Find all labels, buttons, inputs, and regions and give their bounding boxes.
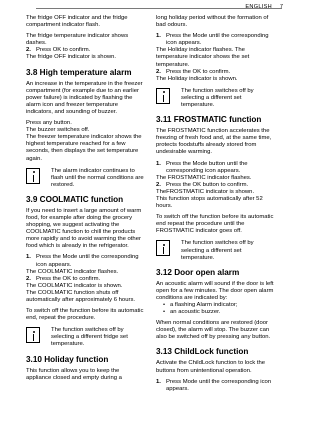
paragraph: The buzzer switches off.	[26, 127, 90, 134]
paragraph: The freezer temperature indicator shows the highest temperature reached for a few seconds, then displays the set temperature again.	[26, 134, 142, 162]
step	[156, 161, 274, 175]
note-text: The alarm indicator continues to flash until the normal conditions are restored.	[51, 167, 144, 188]
step	[156, 33, 274, 47]
info-note	[26, 327, 144, 348]
step-text: Press the Mode until the corresponding icon appears.	[36, 254, 139, 268]
section-heading: 3.11 FROSTMATIC function	[156, 115, 262, 125]
paragraph: An acoustic alarm will sound if the door is left open for a few minutes. The door open alarm conditions are indicated by:	[156, 280, 274, 301]
section-heading: 3.9 COOLMATIC function	[26, 194, 124, 204]
step-number: 1.	[156, 378, 161, 385]
step-text: Press OK to confirm.	[36, 47, 91, 54]
step-number: 1.	[156, 160, 161, 167]
info-icon	[156, 88, 170, 104]
paragraph: long holiday period without the formation of bad odours.	[156, 15, 269, 29]
paragraph: The COOLMATIC indicator flashes.	[26, 268, 119, 275]
step-number: 2.	[156, 181, 161, 188]
section-heading: 3.12 Door open alarm	[156, 267, 240, 277]
section-title: ENGLISH	[245, 4, 272, 10]
info-note	[26, 168, 144, 189]
info-note	[156, 88, 274, 109]
section-heading: 3.13 ChildLock function	[156, 347, 249, 357]
paragraph: An increase in the temperature in the freezer compartment (for example due to an earlier power failure) is indicated by flashing the alarm icon and freezer temperature indicators, and sounding of buzzer.	[26, 80, 143, 115]
step	[26, 276, 144, 283]
note-text: The function switches off by selecting a different set temperature.	[181, 240, 254, 261]
paragraph: This function allows you to keep the appliance closed and empty during a	[26, 367, 122, 381]
step	[26, 254, 144, 268]
step-text: Press the OK button to confirm.	[166, 181, 249, 188]
step-text: Press the OK to confirm.	[36, 275, 101, 282]
step-number: 1.	[26, 254, 31, 261]
right-column	[156, 15, 274, 393]
note-text: The function switches off by selecting a different fridge set temperature.	[51, 327, 128, 348]
step	[26, 47, 144, 54]
info-icon	[26, 327, 40, 343]
list-item: • a flashing Alarm indicator;	[170, 302, 274, 309]
step-text: Press Mode until the corresponding icon appears.	[166, 378, 272, 392]
step-number: 2.	[156, 68, 161, 75]
step-number: 2.	[26, 275, 31, 282]
paragraph: The fridge temperature indicator shows dashes.	[26, 33, 129, 47]
paragraph: Press any button.	[26, 120, 72, 127]
step-text: Press the Mode button until the corresponding icon appears.	[166, 160, 248, 174]
paragraph: The Holiday indicator flashes. The temperature indicator shows the set temperature.	[156, 47, 250, 68]
info-note	[156, 240, 274, 261]
step-text: Press the Mode until the corresponding icon appears.	[166, 33, 269, 47]
step-number: 2.	[26, 47, 31, 54]
section-heading: 3.10 Holiday function	[26, 354, 109, 364]
paragraph: The Holiday indicator is shown.	[156, 75, 238, 82]
paragraph: To switch off the function before its automatic end, repeat the procedure.	[26, 308, 144, 322]
step-number: 1.	[156, 33, 161, 40]
left-column	[26, 15, 144, 386]
paragraph: TheFROSTMATIC indicator is shown.	[156, 188, 255, 195]
paragraph: If you need to insert a large amount of warm food, for example after doing the grocery shopping, we suggest activating the COOLMATIC function to chill the products more rapidly and to avoid warming the other food which is already in the refrigerator.	[26, 207, 142, 250]
paragraph: When normal conditions are restored (door closed), the alarm will stop. The buzzer can also be switched off by pressing any button.	[156, 320, 271, 341]
paragraph: The fridge OFF indicator is shown.	[26, 54, 117, 61]
paragraph: Activate the ChildLock function to lock the buttons from unintentional operation.	[156, 360, 266, 374]
section-heading: 3.8 High temperature alarm	[26, 67, 132, 77]
step	[156, 379, 274, 393]
paragraph: To switch off the function before its automatic end repeat the procedure until the FROSTMATIC indicator goes off.	[156, 214, 274, 235]
page-number: 7	[279, 4, 283, 10]
paragraph: The FROSTMATIC function accelerates the freezing of fresh food and, at the same time, protects foodstuffs already stored from undesirable warming.	[156, 128, 272, 156]
note-text: The function switches off by selecting a different set temperature.	[181, 87, 254, 109]
step	[156, 69, 274, 76]
paragraph: The COOLMATIC function shuts off automatically after approximately 6 hours.	[26, 289, 136, 303]
bullet-list	[156, 302, 274, 316]
paragraph: This function stops automatically after 52 hours.	[156, 195, 263, 210]
step-text: Press the OK to confirm.	[166, 68, 231, 75]
info-icon	[26, 168, 40, 184]
paragraph: The FROSTMATIC indicator flashes.	[156, 174, 252, 181]
paragraph: The COOLMATIC indicator is shown.	[26, 282, 123, 289]
list-item: • an acoustic buzzer.	[170, 309, 274, 316]
paragraph: The fridge OFF indicator and the fridge compartment indicator flash.	[26, 15, 128, 29]
step	[156, 182, 274, 189]
info-icon	[156, 240, 170, 256]
